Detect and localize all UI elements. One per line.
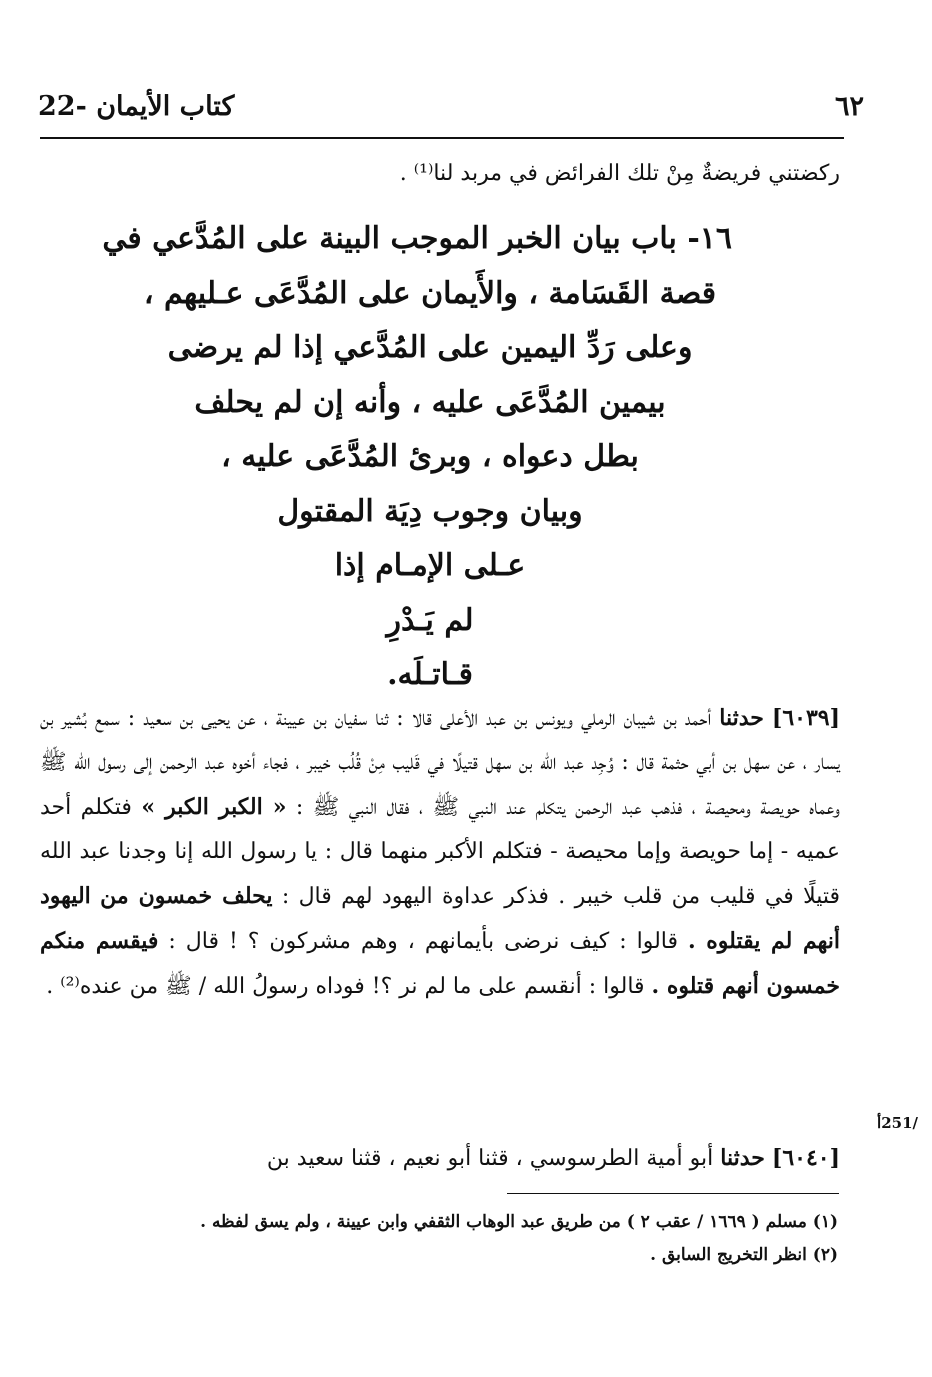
heading-line-6: وبيان وجوب دِيَة المقتول [277,493,583,529]
hadith-line: أبو أمية الطرسوسي ، قثنا أبو نعيم ، قثنا سعيد بن [266,1146,714,1171]
page-header [38,82,864,130]
hadith-6040 [40,1136,840,1181]
hadith-line: عبد الرحمن إلى رسول الله ﷺ وعماه حويصة ومحيصة ، فذهب عبد الرحمن [40,750,840,820]
bold-phrase: اليهود أنهم لم يقتلوه . [40,883,840,954]
continued-text [40,152,840,196]
continued-line: ركضتني فريضةٌ مِنْ تلك الفرائض في مربد لنا⁽¹⁾ . [399,161,840,186]
hadith-number: [٦٠٤٠] [771,1145,840,1171]
bold-phrase: يحلف خمسون من [100,883,273,909]
chapter-title: 22- كتاب الأيمان [38,90,235,122]
line-slash: / [198,974,207,999]
bold-phrase: فيقسم منكم خمسون أنهم قتلوه . [40,928,840,999]
heading-line-9: قـاتـلَه. [387,657,473,692]
hadith-line: يتكلم عند النبي ﷺ ، فقال النبي ﷺ : [295,795,566,820]
footnote-1: (١) مسلم ( ١٦٦٩ / عقب ٢ ) من طريق عبد الوهاب الثقفي وابن عيينة ، ولم يسق لفظه . [200,1212,838,1232]
hadith-line: فتكلم أحد عميه - إما [40,795,840,864]
header-divider [40,137,844,139]
heading-line-5: بطل دعواه ، وبرئ المُدَّعَى عليه ، [221,439,639,474]
hadith-opening: حدثنا [719,705,764,731]
manuscript-folio-reference: /251أ [877,1114,918,1132]
heading-line-7: عـلى الإمـام إذا [334,548,526,583]
heading-line-2: قصة القَسَامة ، والأَيمان على المُدَّعَى عـليهم ، [143,275,717,311]
chapter-heading [102,212,732,703]
hadith-line: حثمة قال : وُجِد عبد الله بن سهل قتيلًا في قَليب مِنْ قُلُب خيبر ، فجاء أخوه [232,750,689,775]
heading-line-4: بيمين المُدَّعَى عليه ، وأنه إن لم يحلف [194,384,666,420]
hadith-line: سفيان بن عيينة ، عن يحيى بن سعيد : سمع بُشير بن يسار ، عن سهل بن أبي [40,706,840,775]
hadith-number: [٦٠٣٩] [771,705,840,731]
hadith-line: حويصة وإما محيصة - فتكلم الأكبر منهما قال : يا رسول الله إنا وجدنا عبد الله [40,839,742,864]
hadith-line: قتيلًا في قليب من قلب خيبر . فذكر عداوة اليهود لهم قال : [281,884,841,909]
hadith-line: قالوا : كيف نرضى بأيمانهم ، وهم مشركون ؟ ! قال : [168,929,678,954]
hadith-line: أحمد بن شيبان الرملي ويونس بن عبد الأعلى قالا : ثنا [375,706,712,731]
footnote-divider [507,1193,839,1194]
hadith-line: قالوا : أنقسم على ما لم نر ؟! فوداه رسولُ الله [213,974,645,999]
page-number: ٦٢ [834,90,864,122]
heading-line-8: لم يَـدْرِ [386,602,474,638]
heading-line-3: وعلى رَدِّ اليمين على المُدَّعي إذا لم يرضى [167,330,693,365]
footnote-2: (٢) انظر التخريج السابق . [650,1245,838,1265]
footnotes [40,1206,838,1272]
heading-line-1: ١٦- باب بيان الخبر الموجب البينة على المُدَّعي في [102,221,732,256]
hadith-6039 [40,696,840,1009]
hadith-opening: حدثنا [720,1145,765,1171]
hadith-line: ﷺ من عنده⁽²⁾ . [46,974,192,999]
prophet-quote: « الكبر الكبر » [141,794,287,820]
